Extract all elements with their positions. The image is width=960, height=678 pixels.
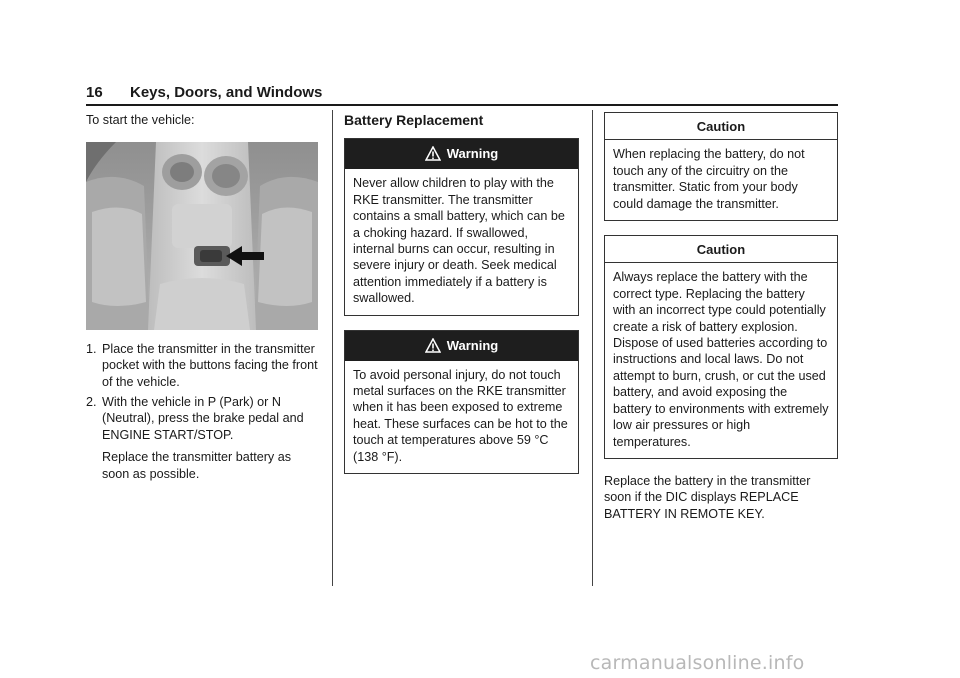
column-1 — [86, 112, 320, 486]
warning-box-2 — [344, 330, 579, 474]
intro-text: To start the vehicle: — [86, 113, 195, 127]
closing-paragraph: Replace the battery in the transmitter soon if the DIC displays REPLACE BATTERY IN REMOTE KEY. — [604, 473, 811, 521]
column-2 — [344, 112, 579, 488]
caution-box-1 — [604, 112, 838, 221]
column-divider-1 — [332, 110, 333, 586]
step-2-subtext: Replace the transmitter battery as soon as possible. — [102, 450, 291, 481]
start-steps — [86, 341, 320, 482]
caution-text-2: Always replace the battery with the correct type. Replacing the battery with an incorrect type could potentially create a risk of battery explosion. Dispose of used batteries according to instructions and local laws. Do not attempt to burn, crush, or cut the used battery, and avoid exposing the battery to environments with extremely low air pressures or high temperatures. — [613, 270, 829, 449]
step-2-number: 2. — [86, 395, 97, 410]
column-divider-2 — [592, 110, 593, 586]
transmitter-pocket-photo — [86, 142, 318, 330]
warning-header-1 — [345, 139, 578, 169]
warning-title-2: Warning — [446, 337, 499, 353]
watermark-link[interactable]: carmanualsonline.info — [590, 652, 805, 674]
step-2 — [86, 394, 320, 482]
step-1-text: Place the transmitter in the transmitter pocket with the buttons facing the front of the vehicle. — [102, 341, 318, 389]
page-header — [86, 84, 838, 102]
warning-box-1 — [344, 138, 579, 315]
warning-icon — [425, 146, 441, 162]
caution-title-1: Caution — [605, 113, 837, 140]
step-1 — [86, 341, 320, 390]
step-2-text: With the vehicle in P (Park) or N (Neutral), press the brake pedal and ENGINE START/STOP. — [102, 395, 304, 442]
warning-title-1: Warning — [446, 146, 499, 162]
page-number: 16 — [86, 84, 103, 101]
caution-title-2: Caution — [605, 236, 837, 263]
warning-text-2: To avoid personal injury, do not touch metal surfaces on the RKE transmitter when it has been exposed to extreme heat. These surfaces can be hot to the touch at temperatures above 59 °C (138 °F). — [353, 367, 568, 464]
section-heading-battery-replacement: Battery Replacement — [344, 112, 484, 128]
column-3 — [604, 112, 838, 522]
caution-text-1: When replacing the battery, do not touch any of the circuitry on the transmitter. Static from your body could damage the transmitter. — [613, 147, 805, 211]
warning-header-2 — [345, 331, 578, 361]
chapter-title: Keys, Doors, and Windows — [130, 84, 323, 101]
warning-text-1: Never allow children to play with the RKE transmitter. The transmitter contains a small battery, which can be a choking hazard. If swallowed, internal burns can occur, resulting in severe injury or death. Seek medical attention immediately if a battery is swallowed. — [353, 176, 565, 306]
caution-box-2 — [604, 235, 838, 459]
step-1-number: 1. — [86, 341, 97, 356]
warning-icon — [425, 338, 441, 354]
header-rule — [86, 104, 838, 106]
